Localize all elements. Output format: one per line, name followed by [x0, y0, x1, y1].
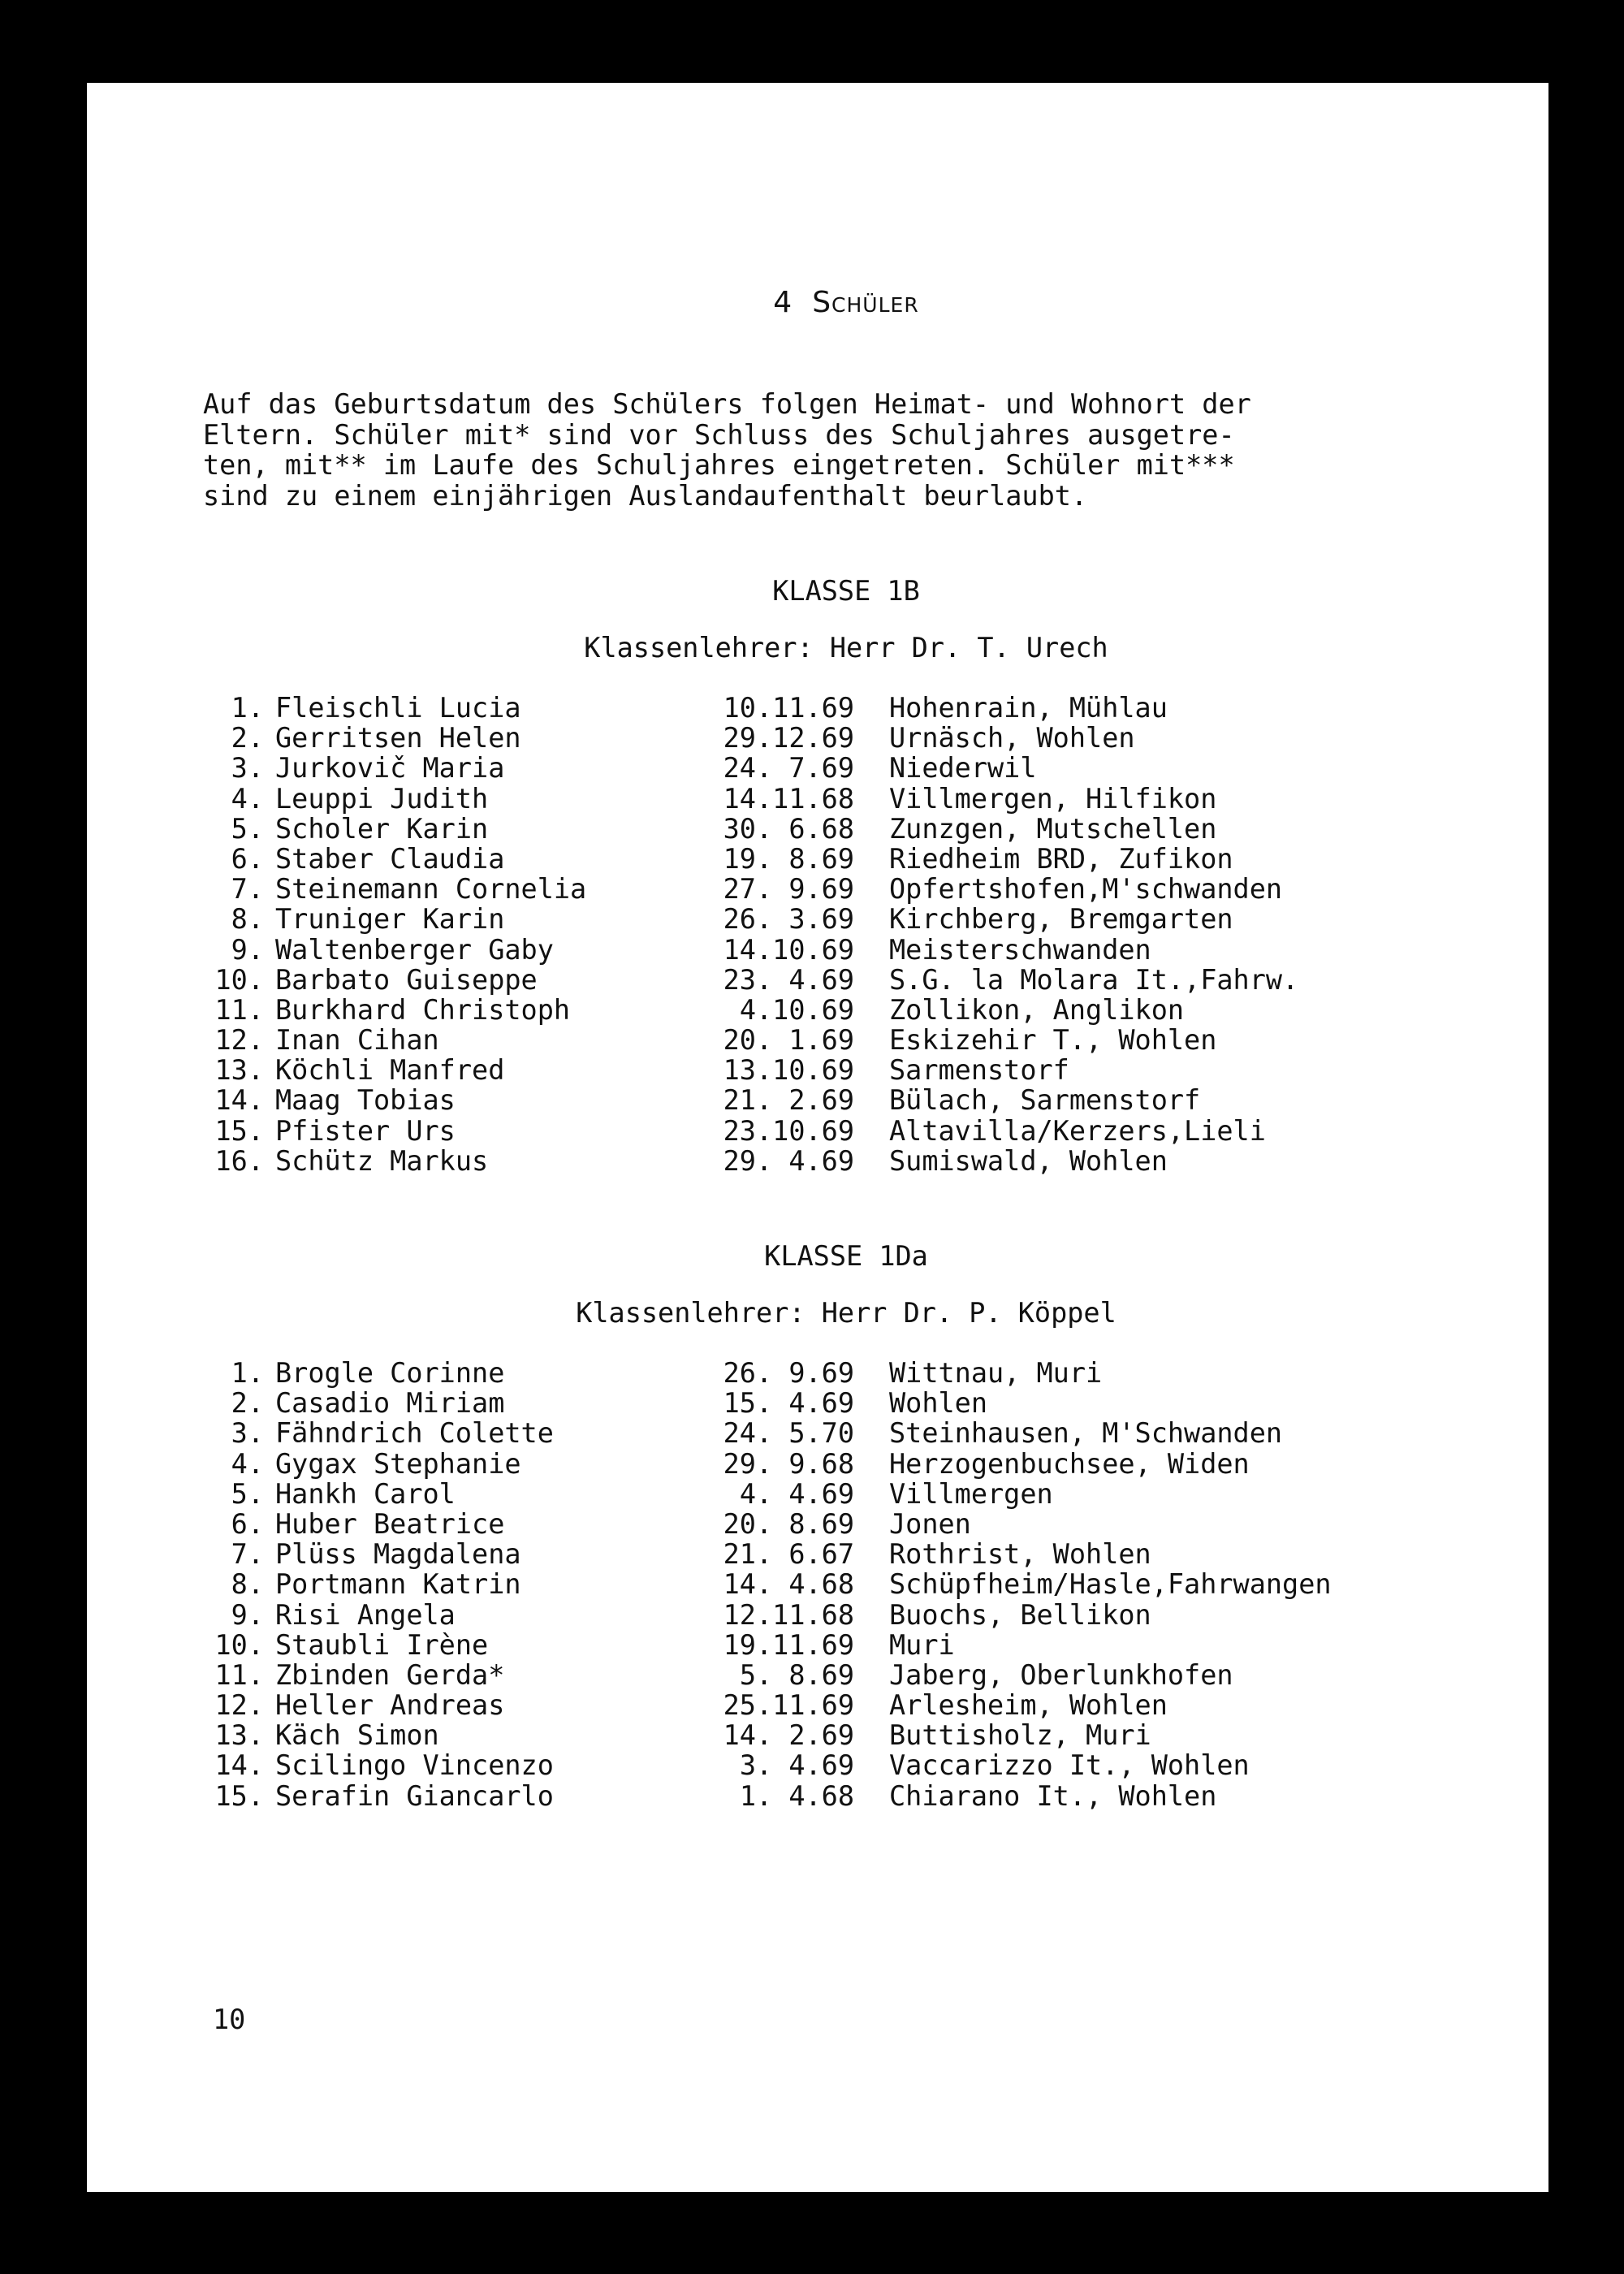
- class-1da-title: KLASSE 1Da: [764, 1240, 928, 1272]
- student-birthdate: 19. 8.69: [723, 842, 854, 875]
- student-number: 2.: [231, 722, 264, 754]
- student-birthdate: 14. 2.69: [723, 1719, 854, 1752]
- student-birthdate: 14.11.68: [723, 782, 854, 815]
- student-places: Hohenrain, Mühlau: [889, 692, 1168, 724]
- student-name: Maag Tobias: [275, 1084, 456, 1117]
- student-birthdate: 24. 5.70: [723, 1417, 854, 1450]
- student-name: Serafin Giancarlo: [275, 1779, 554, 1812]
- student-row: [87, 1630, 1548, 1660]
- intro-paragraph: Auf das Geburtsdatum des Schülers folgen Heimat- und Wohnort der Eltern. Schüler mit* sind vor Schluss des Schuljahres ausgetre- ten, mit** im Laufe des Schuljahres eingetreten. Schüler mit*** sind zu einem einjährigen Auslandaufenthalt beurlaubt.: [203, 388, 1251, 512]
- student-places: Muri: [889, 1628, 955, 1661]
- student-birthdate: 4.10.69: [739, 993, 854, 1026]
- student-places: Riedheim BRD, Zufikon: [889, 842, 1233, 875]
- student-birthdate: 14. 4.68: [723, 1568, 854, 1601]
- student-number: 4.: [231, 782, 264, 815]
- student-places: Sarmenstorf: [889, 1054, 1069, 1087]
- student-name: Plüss Magdalena: [275, 1538, 521, 1571]
- student-birthdate: 3. 4.69: [739, 1749, 854, 1782]
- student-number: 7.: [231, 1538, 264, 1571]
- student-name: Portmann Katrin: [275, 1568, 521, 1601]
- student-number: 10.: [214, 963, 264, 996]
- student-row: [87, 1660, 1548, 1690]
- student-name: Pfister Urs: [275, 1114, 456, 1147]
- student-places: Sumiswald, Wohlen: [889, 1144, 1168, 1177]
- student-row: [87, 1509, 1548, 1539]
- student-number: 14.: [214, 1084, 264, 1117]
- student-birthdate: 20. 8.69: [723, 1507, 854, 1540]
- student-row: [87, 1055, 1548, 1085]
- student-name: Inan Cihan: [275, 1024, 439, 1057]
- chapter-heading: [87, 286, 1605, 319]
- student-name: Leuppi Judith: [275, 782, 489, 815]
- student-birthdate: 21. 2.69: [723, 1084, 854, 1117]
- student-number: 6.: [231, 842, 264, 875]
- student-row: [87, 995, 1548, 1025]
- student-row: [87, 1116, 1548, 1146]
- student-number: 13.: [214, 1054, 264, 1087]
- student-row: [87, 1539, 1548, 1569]
- student-number: 13.: [214, 1719, 264, 1752]
- student-birthdate: 26. 9.69: [723, 1357, 854, 1389]
- student-row: [87, 965, 1548, 995]
- student-places: Rothrist, Wohlen: [889, 1538, 1151, 1571]
- student-row: [87, 723, 1548, 753]
- student-birthdate: 30. 6.68: [723, 812, 854, 845]
- student-row: [87, 693, 1548, 723]
- student-places: Opfertshofen,M'schwanden: [889, 873, 1283, 906]
- student-row: [87, 1479, 1548, 1509]
- student-places: Chiarano It., Wohlen: [889, 1779, 1217, 1812]
- page-number: 10: [213, 2004, 246, 2035]
- student-row: [87, 1388, 1548, 1418]
- student-number: 9.: [231, 1598, 264, 1631]
- student-row: [87, 1569, 1548, 1599]
- student-places: Meisterschwanden: [889, 933, 1151, 966]
- student-places: Zollikon, Anglikon: [889, 993, 1185, 1026]
- student-name: Gygax Stephanie: [275, 1447, 521, 1480]
- class-1b-student-list: [87, 693, 1548, 1176]
- student-places: S.G. la Molara It.,Fahrw.: [889, 963, 1299, 996]
- student-row: [87, 1720, 1548, 1750]
- student-number: 1.: [231, 692, 264, 724]
- student-birthdate: 5. 8.69: [739, 1658, 854, 1691]
- student-birthdate: 14.10.69: [723, 933, 854, 966]
- student-places: Arlesheim, Wohlen: [889, 1689, 1168, 1722]
- student-places: Kirchberg, Bremgarten: [889, 903, 1233, 936]
- student-places: Niederwil: [889, 752, 1037, 785]
- student-name: Staubli Irène: [275, 1628, 489, 1661]
- student-number: 3.: [231, 752, 264, 785]
- class-1da-teacher: Klassenlehrer: Herr Dr. P. Köppel: [576, 1297, 1116, 1329]
- student-name: Scholer Karin: [275, 812, 489, 845]
- student-birthdate: 25.11.69: [723, 1689, 854, 1722]
- student-number: 11.: [214, 993, 264, 1026]
- student-birthdate: 26. 3.69: [723, 903, 854, 936]
- class-1b-title: KLASSE 1B: [772, 575, 920, 607]
- student-birthdate: 13.10.69: [723, 1054, 854, 1087]
- student-number: 11.: [214, 1658, 264, 1691]
- student-number: 8.: [231, 903, 264, 936]
- student-name: Truniger Karin: [275, 903, 505, 936]
- student-places: Bülach, Sarmenstorf: [889, 1084, 1201, 1117]
- student-number: 3.: [231, 1417, 264, 1450]
- student-places: Eskizehir T., Wohlen: [889, 1024, 1217, 1057]
- student-name: Heller Andreas: [275, 1689, 505, 1722]
- student-name: Casadio Miriam: [275, 1387, 505, 1420]
- class-1da-student-list: [87, 1358, 1548, 1811]
- student-places: Herzogenbuchsee, Widen: [889, 1447, 1250, 1480]
- student-number: 12.: [214, 1024, 264, 1057]
- student-name: Schütz Markus: [275, 1144, 489, 1177]
- student-birthdate: 10.11.69: [723, 692, 854, 724]
- student-places: Urnäsch, Wohlen: [889, 722, 1135, 754]
- student-birthdate: 20. 1.69: [723, 1024, 854, 1057]
- student-row: [87, 784, 1548, 814]
- student-birthdate: 1. 4.68: [739, 1779, 854, 1812]
- student-row: [87, 1600, 1548, 1630]
- student-number: 6.: [231, 1507, 264, 1540]
- document-page: [87, 83, 1548, 2192]
- student-number: 14.: [214, 1749, 264, 1782]
- student-birthdate: 29. 4.69: [723, 1144, 854, 1177]
- student-number: 9.: [231, 933, 264, 966]
- student-name: Gerritsen Helen: [275, 722, 521, 754]
- student-name: Burkhard Christoph: [275, 993, 571, 1026]
- student-row: [87, 1358, 1548, 1388]
- student-number: 2.: [231, 1387, 264, 1420]
- student-name: Staber Claudia: [275, 842, 505, 875]
- student-name: Scilingo Vincenzo: [275, 1749, 554, 1782]
- student-birthdate: 29.12.69: [723, 722, 854, 754]
- student-places: Villmergen: [889, 1477, 1053, 1510]
- student-row: [87, 1025, 1548, 1055]
- student-number: 1.: [231, 1357, 264, 1389]
- student-name: Hankh Carol: [275, 1477, 456, 1510]
- student-row: [87, 1146, 1548, 1176]
- student-number: 4.: [231, 1447, 264, 1480]
- student-places: Jonen: [889, 1507, 971, 1540]
- student-name: Jurkovič Maria: [275, 752, 505, 785]
- student-number: 12.: [214, 1689, 264, 1722]
- student-places: Vaccarizzo It., Wohlen: [889, 1749, 1250, 1782]
- student-row: [87, 1449, 1548, 1479]
- student-name: Risi Angela: [275, 1598, 456, 1631]
- student-row: [87, 1690, 1548, 1720]
- student-row: [87, 1085, 1548, 1115]
- student-birthdate: 27. 9.69: [723, 873, 854, 906]
- student-number: 7.: [231, 873, 264, 906]
- student-places: Jaberg, Oberlunkhofen: [889, 1658, 1233, 1691]
- student-birthdate: 19.11.69: [723, 1628, 854, 1661]
- student-places: Wittnau, Muri: [889, 1357, 1103, 1389]
- student-birthdate: 24. 7.69: [723, 752, 854, 785]
- student-number: 16.: [214, 1144, 264, 1177]
- student-number: 10.: [214, 1628, 264, 1661]
- student-birthdate: 12.11.68: [723, 1598, 854, 1631]
- student-name: Käch Simon: [275, 1719, 439, 1752]
- student-name: Huber Beatrice: [275, 1507, 505, 1540]
- student-name: Barbato Guiseppe: [275, 963, 538, 996]
- student-name: Fleischli Lucia: [275, 692, 521, 724]
- student-birthdate: 15. 4.69: [723, 1387, 854, 1420]
- student-places: Wohlen: [889, 1387, 988, 1420]
- student-row: [87, 1781, 1548, 1811]
- student-number: 8.: [231, 1568, 264, 1601]
- student-places: Steinhausen, M'Schwanden: [889, 1417, 1283, 1450]
- student-name: Brogle Corinne: [275, 1357, 505, 1389]
- student-row: [87, 1418, 1548, 1448]
- student-places: Villmergen, Hilfikon: [889, 782, 1217, 815]
- student-places: Schüpfheim/Hasle,Fahrwangen: [889, 1568, 1332, 1601]
- student-birthdate: 29. 9.68: [723, 1447, 854, 1480]
- student-name: Zbinden Gerda*: [275, 1658, 505, 1691]
- student-name: Steinemann Cornelia: [275, 873, 587, 906]
- chapter-title: Schüler: [812, 286, 919, 319]
- class-1b-teacher: Klassenlehrer: Herr Dr. T. Urech: [584, 632, 1108, 664]
- student-name: Köchli Manfred: [275, 1054, 505, 1087]
- student-places: Altavilla/Kerzers,Lieli: [889, 1114, 1266, 1147]
- student-birthdate: 23.10.69: [723, 1114, 854, 1147]
- student-row: [87, 935, 1548, 965]
- student-birthdate: 23. 4.69: [723, 963, 854, 996]
- student-places: Buttisholz, Muri: [889, 1719, 1151, 1752]
- student-number: 5.: [231, 1477, 264, 1510]
- student-birthdate: 4. 4.69: [739, 1477, 854, 1510]
- student-row: [87, 753, 1548, 783]
- student-row: [87, 904, 1548, 934]
- student-row: [87, 1750, 1548, 1780]
- student-places: Buochs, Bellikon: [889, 1598, 1151, 1631]
- student-number: 15.: [214, 1114, 264, 1147]
- student-places: Zunzgen, Mutschellen: [889, 812, 1217, 845]
- student-number: 5.: [231, 812, 264, 845]
- student-name: Fähndrich Colette: [275, 1417, 554, 1450]
- student-row: [87, 814, 1548, 844]
- chapter-number: 4: [773, 286, 793, 319]
- student-row: [87, 874, 1548, 904]
- student-name: Waltenberger Gaby: [275, 933, 554, 966]
- student-number: 15.: [214, 1779, 264, 1812]
- student-row: [87, 844, 1548, 874]
- student-birthdate: 21. 6.67: [723, 1538, 854, 1571]
